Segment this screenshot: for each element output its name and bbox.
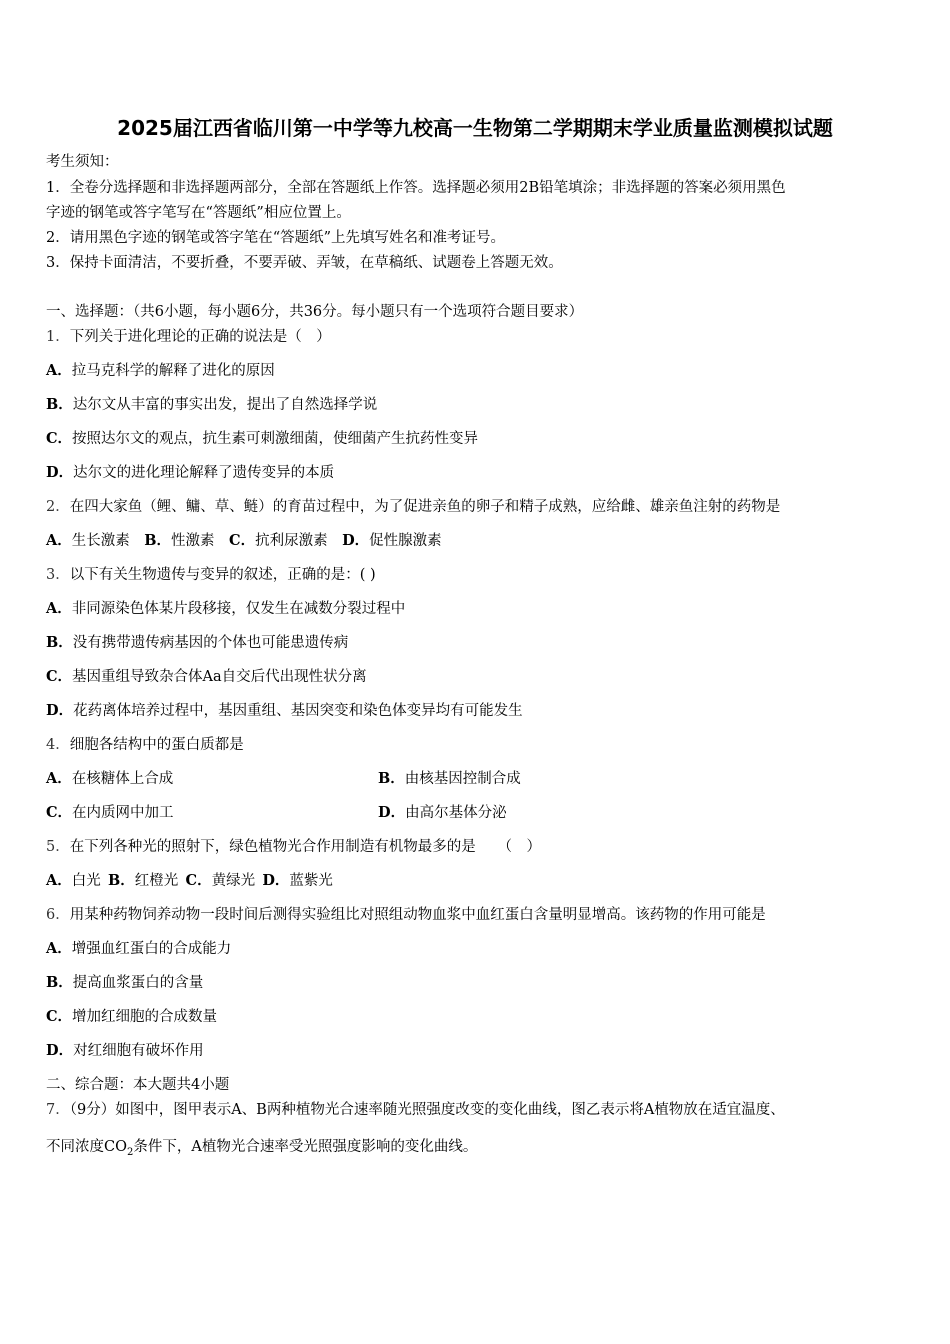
q2-options [46,531,442,551]
notice-line-3: 2．请用黑色字迹的钢笔或答字笔在“答题纸”上先填写姓名和准考证号。 [46,230,506,246]
question-number: 3． [46,567,70,583]
q3-option-d [46,701,523,721]
q4-option-b [378,769,521,789]
option-text: 生长激素 [71,533,130,549]
q4-option-a [46,769,173,789]
option-text: 促性腺激素 [369,533,442,549]
q1-option-c [46,429,478,449]
option-label: A． [46,600,72,617]
option-label: D． [46,464,74,481]
option-text: 性激素 [171,533,215,549]
question-stem: 细胞各结构中的蛋白质都是 [69,737,244,753]
option-label: C． [46,1008,73,1025]
option-text: 没有携带遗传病基因的个体也可能患遗传病 [72,635,349,651]
question-7-line-1 [46,1100,785,1120]
question-2 [46,497,780,517]
option-label: B． [46,634,73,651]
q1-option-a [46,361,275,381]
option-label: C． [229,532,256,549]
question-number: 4． [46,737,70,753]
subscript: 2 [126,1146,134,1158]
option-text: 黄绿光 [211,873,256,889]
notice-line-2: 字迹的钢笔或答字笔写在“答题纸”相应位置上。 [46,205,351,221]
option-label: B． [46,974,73,991]
option-text: 按照达尔文的观点，抗生素可刺激细菌，使细菌产生抗药性变异 [72,431,479,447]
option-text: 增加红细胞的合成数量 [72,1009,218,1025]
q1-option-b [46,395,377,415]
option-text: 在核糖体上合成 [71,771,174,787]
question-number: 5． [46,839,70,855]
option-label: A． [46,770,72,787]
question-5 [46,837,541,857]
q4-option-c [46,803,174,823]
q4-option-d [378,803,507,823]
option-label: D． [46,1042,74,1059]
option-label: C． [46,804,73,821]
question-stem-part: 不同浓度CO [46,1139,127,1155]
option-label: A． [46,362,72,379]
option-text: 花药离体培养过程中，基因重组、基因突变和染色体变异均有可能发生 [73,703,523,719]
question-number: 7． [46,1102,70,1118]
question-1 [46,327,331,347]
option-label: A． [46,940,72,957]
option-text: 提高血浆蛋白的含量 [72,975,204,991]
option-label: C． [46,668,73,685]
option-label: D． [262,872,290,889]
option-text: 基因重组导致杂合体Aa自交后代出现性状分离 [72,669,367,685]
option-label: D． [342,532,370,549]
option-text: 由核基因控制合成 [404,771,521,787]
question-number: 1． [46,329,70,345]
exam-title: 2025届江西省临川第一中学等九校高一生物第二学期期末学业质量监测模拟试题 [117,116,833,140]
question-4 [46,735,244,755]
option-label: B． [46,396,73,413]
question-7-line-2 [46,1137,477,1163]
q3-option-a [46,599,405,619]
option-text: 增强血红蛋白的合成能力 [71,941,232,957]
question-stem: 下列关于进化理论的正确的说法是（ ） [69,329,331,345]
option-label: A． [46,872,72,889]
option-text: 抗利尿激素 [255,533,328,549]
question-stem: 在下列各种光的照射下，绿色植物光合作用制造有机物最多的是 （ ） [69,839,541,855]
option-text: 对红细胞有破坏作用 [73,1043,204,1059]
option-text: 非同源染色体某片段移接，仅发生在减数分裂过程中 [71,601,406,617]
option-text: 在内质网中加工 [72,805,174,821]
option-label: B． [144,532,172,549]
question-stem-part: 条件下，A植物光合速率受光照强度影响的变化曲线。 [133,1139,478,1155]
option-text: 由高尔基体分泌 [405,805,507,821]
option-text: 蓝紫光 [289,873,333,889]
section-2-heading: 二、综合题：本大题共4小题 [46,1077,230,1093]
section-1-heading: 一、选择题：（共6小题，每小题6分，共36分。每小题只有一个选项符合题目要求） [46,304,584,320]
option-label: D． [378,804,406,821]
option-label: B． [108,872,135,889]
option-label: A． [46,532,72,549]
option-label: C． [185,872,212,889]
notice-line-1: 1．全卷分选择题和非选择题两部分，全部在答题纸上作答。选择题必须用2B铅笔填涂；非选择题的答案必须用黑色 [46,180,786,196]
question-stem: 在四大家鱼（鲤、鳙、草、鲢）的育苗过程中，为了促进亲鱼的卵子和精子成熟，应给雌、雄亲鱼注射的药物是 [69,499,781,515]
question-number: 6． [46,907,70,923]
option-label: B． [378,770,405,787]
option-text: 达尔文从丰富的事实出发，提出了自然选择学说 [72,397,378,413]
option-label: D． [46,702,74,719]
notice-line-4: 3．保持卡面清洁，不要折叠，不要弄破、弄皱，在草稿纸、试题卷上答题无效。 [46,255,563,271]
q3-option-c [46,667,367,687]
option-text: 达尔文的进化理论解释了遗传变异的本质 [73,465,335,481]
option-text: 红橙光 [134,873,179,889]
q3-option-b [46,633,348,653]
q6-option-d [46,1041,204,1061]
q6-option-c [46,1007,217,1027]
question-stem: 用某种药物饲养动物一段时间后测得实验组比对照组动物血浆中血红蛋白含量明显增高。该药物的作用可能是 [69,907,766,923]
option-label: C． [46,430,73,447]
q6-option-a [46,939,231,959]
question-stem: 以下有关生物遗传与变异的叙述，正确的是：( ) [69,567,376,583]
q6-option-b [46,973,203,993]
question-stem: （9分）如图中，图甲表示A、B两种植物光合速率随光照强度改变的变化曲线，图乙表示将A植物放在适宜温度、 [69,1102,785,1118]
question-3 [46,565,376,585]
option-text: 拉马克科学的解释了进化的原因 [71,363,275,379]
question-number: 2． [46,499,70,515]
option-text: 白光 [71,873,101,889]
notice-heading: 考生须知： [46,154,119,170]
q5-options [46,871,333,891]
question-6 [46,905,766,925]
q1-option-d [46,463,334,483]
